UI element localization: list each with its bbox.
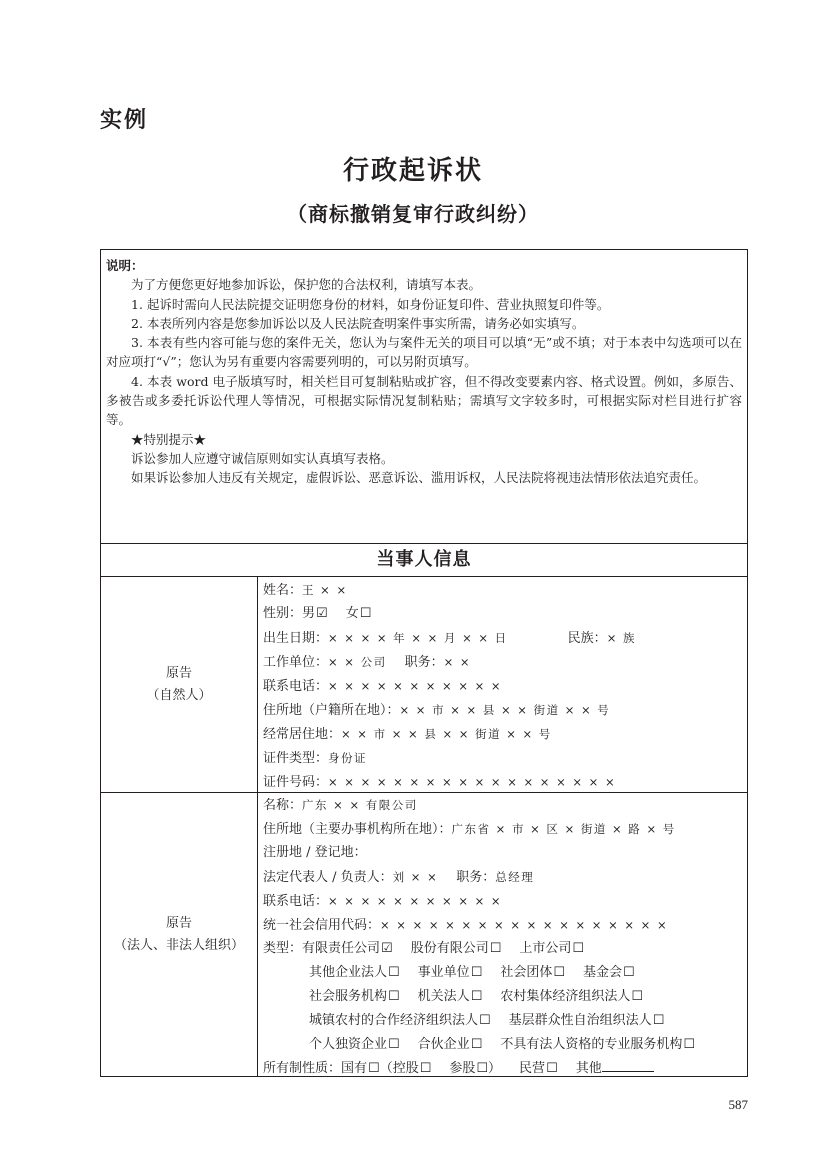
legal-plaintiff-label-line1: 原告 [165,915,192,931]
employer-value[interactable]: × × 公司 [328,655,387,669]
ownership-state-checkbox[interactable]: ☐ [368,1061,380,1076]
registered-line [263,841,747,865]
type-option-checkbox[interactable]: ☐ [683,1037,696,1052]
natural-plaintiff-label [101,577,258,792]
credit-code-line [263,913,747,937]
domicile-line [263,698,747,722]
ownership-label: 所有制性质： [263,1061,342,1076]
org-type-line [263,937,747,961]
name-label: 姓名： [263,583,303,598]
ethnicity-value[interactable]: × 族 [606,631,636,645]
org-phone-label: 联系电话： [263,894,329,909]
phone-line [263,674,747,698]
instruction-paragraph: 4. 本表 word 电子版填写时，相关栏目可复制粘贴或扩容，但不得改变要素内容、格式设置。例如，多原告、多被告或多委托诉讼代理人等情况，可根据实际情况复制粘贴；需填写文字较多时，可根据实际对栏目进行扩容等。 [106,373,742,428]
legal-plaintiff-label-line2: （法人、非法人组织） [113,937,244,953]
org-name-label: 名称： [263,798,303,813]
rep-position-value[interactable]: 总经理 [495,870,535,884]
type-option-checkbox[interactable]: ☐ [479,1013,491,1028]
ownership-other-label: 其他 [575,1061,602,1076]
type-option-label: 股份有限公司 [410,941,489,956]
type-option-label: 机关法人 [417,989,470,1004]
gender-male-label: 男 [302,606,316,621]
ownership-line [263,1057,747,1081]
instruction-paragraph: 2. 本表所列内容是您参加诉讼以及人民法院查明案件事实所需，请务必如实填写。 [131,315,585,331]
page-number: 587 [728,1097,748,1112]
type-option-checkbox[interactable]: ☐ [652,1013,665,1028]
special-notice-heading: ★特别提示★ [131,431,207,447]
credit-code-label: 统一社会信用代码： [263,918,381,933]
ownership-other-blank[interactable] [602,1057,654,1072]
document-title: 行政起诉状 [342,156,483,186]
position-value[interactable]: × × [443,655,472,669]
type-option-label: 基层群众性自治组织法人 [508,1013,652,1028]
ethnicity-label: 民族： [567,631,607,646]
phone-label: 联系电话： [263,679,329,694]
org-name-value[interactable]: 广东 × × 有限公司 [302,798,418,812]
party-info-header: 当事人信息 [101,544,747,577]
type-option-checkbox[interactable]: ☐ [470,989,483,1004]
complaint-form [100,249,748,1077]
gender-label: 性别： [263,606,303,621]
org-type-line [263,1009,747,1033]
type-option-label: 不具有法人资格的专业服务机构 [500,1037,683,1052]
type-option-checkbox[interactable]: ☐ [470,1037,483,1052]
org-address-line [263,817,747,841]
instruction-paragraph: 如果诉讼参加人违反有关规定，虚假诉讼、恶意诉讼、滥用诉权，人民法院将视违法情形依法追究责任。 [131,470,707,486]
document-subtitle: （商标撤销复审行政纠纷） [287,202,539,226]
org-type-label: 类型： [263,941,303,956]
ownership-close-paren: ） [488,1061,502,1076]
type-option-checkbox[interactable]: ☐ [623,965,635,980]
type-option-checkbox[interactable]: ☐ [388,1037,400,1052]
name-value[interactable]: 王 × × [302,583,348,597]
type-option-checkbox[interactable]: ☐ [388,989,400,1004]
org-type-line [263,1033,747,1057]
id-type-line [263,746,747,770]
domicile-value[interactable]: × × 市 × × 县 × × 街道 × × 号 [399,703,611,717]
org-type-line [263,985,747,1009]
instruction-paragraph: 诉讼参加人应遵守诚信原则如实认真填写表格。 [131,450,394,466]
id-number-label: 证件号码： [263,775,329,790]
type-option-checkbox[interactable]: ☐ [470,965,483,980]
birth-line [263,626,747,650]
legal-plaintiff-details [258,793,747,1076]
residence-value[interactable]: × × 市 × × 县 × × 街道 × × 号 [341,727,552,741]
org-type-line [263,961,747,985]
type-option-checkbox[interactable]: ☐ [572,941,585,956]
type-option-label: 其他企业法人 [309,965,388,980]
type-option-label: 城镇农村的合作经济组织法人 [309,1013,479,1028]
org-address-label: 住所地（主要办事机构所在地）： [263,822,452,837]
type-option-checkbox[interactable]: ☐ [631,989,644,1004]
id-number-line [263,770,747,794]
registered-label: 注册地 / 登记地： [263,845,367,860]
ownership-private-label: 民营 [519,1061,546,1076]
domicile-label: 住所地（户籍所在地）： [263,703,400,718]
type-option-label: 合伙企业 [417,1037,470,1052]
instructions-box [101,250,747,544]
employer-label: 工作单位： [263,655,329,670]
type-option-label: 个人独资企业 [309,1037,388,1052]
type-option-label: 事业单位 [417,965,470,980]
type-option-checkbox[interactable]: ☐ [553,965,566,980]
type-option-label: 社会服务机构 [309,989,388,1004]
birth-label: 出生日期： [263,631,329,646]
birth-value[interactable]: × × × × 年 × × 月 × × 日 [328,631,508,645]
gender-male-checkbox[interactable]: ☑ [316,606,328,621]
ownership-controlling-checkbox[interactable]: ☐ [419,1061,432,1076]
ownership-private-checkbox[interactable]: ☐ [546,1061,558,1076]
type-option-label: 社会团体 [500,965,553,980]
gender-female-checkbox[interactable]: ☐ [359,606,372,621]
natural-plaintiff-details [258,578,747,792]
org-address-value[interactable]: 广东省 × 市 × 区 × 街道 × 路 × 号 [451,822,676,836]
id-type-label: 证件类型： [263,751,329,766]
residence-line [263,722,747,746]
name-line [263,578,747,602]
gender-line [263,602,747,626]
type-option-label: 有限责任公司 [302,941,381,956]
instruction-paragraph: 3. 本表有些内容可能与您的案件无关，您认为与案件无关的项目可以填“无”或不填；对于本表中勾选项可以在对应项打“√”；您认为另有重要内容需要列明的，可以另附页填写。 [106,335,742,370]
instructions-heading: 说明： [106,258,144,273]
gender-female-label: 女 [345,606,359,621]
type-option-label: 上市公司 [519,941,572,956]
ownership-share-label: 参股 [449,1061,476,1076]
position-label: 职务： [404,655,444,670]
ownership-controlling-label: （控股 [379,1061,419,1076]
representative-label: 法定代表人 / 负责人： [263,870,393,885]
type-option-label: 基金会 [583,965,623,980]
ownership-state-label: 国有 [341,1061,368,1076]
legal-plaintiff-label [101,793,258,1076]
type-option-label: 农村集体经济组织法人 [500,989,631,1004]
org-phone-value[interactable]: × × × × × × × × × × × [328,894,503,908]
natural-plaintiff-label-line2: （自然人） [146,687,212,703]
ownership-share-checkbox[interactable]: ☐ [476,1061,489,1076]
phone-value[interactable]: × × × × × × × × × × × [328,679,503,693]
section-label: 实例 [100,107,149,133]
representative-value[interactable]: 刘 × × [392,870,439,884]
rep-position-label: 职务： [456,870,496,885]
type-option-checkbox[interactable]: ☑ [381,941,393,956]
credit-code-value[interactable]: × × × × × × × × × × × × × × × × × × [380,918,669,932]
instruction-paragraph: 为了方便您更好地参加诉讼，保护您的合法权利，请填写本表。 [131,277,482,293]
employer-line [263,650,747,674]
type-option-checkbox[interactable]: ☐ [388,965,400,980]
representative-line [263,865,747,889]
residence-label: 经常居住地： [263,727,342,742]
org-name-line [263,793,747,817]
type-option-checkbox[interactable]: ☐ [489,941,502,956]
id-number-value[interactable]: × × × × × × × × × × × × × × × × × × [328,775,617,789]
instruction-paragraph: 1. 起诉时需向人民法院提交证明您身份的材料，如身份证复印件、营业执照复印件等。 [131,296,610,312]
natural-plaintiff-label-line1: 原告 [165,665,192,681]
org-phone-line [263,889,747,913]
id-type-value[interactable]: 身份证 [328,751,368,765]
